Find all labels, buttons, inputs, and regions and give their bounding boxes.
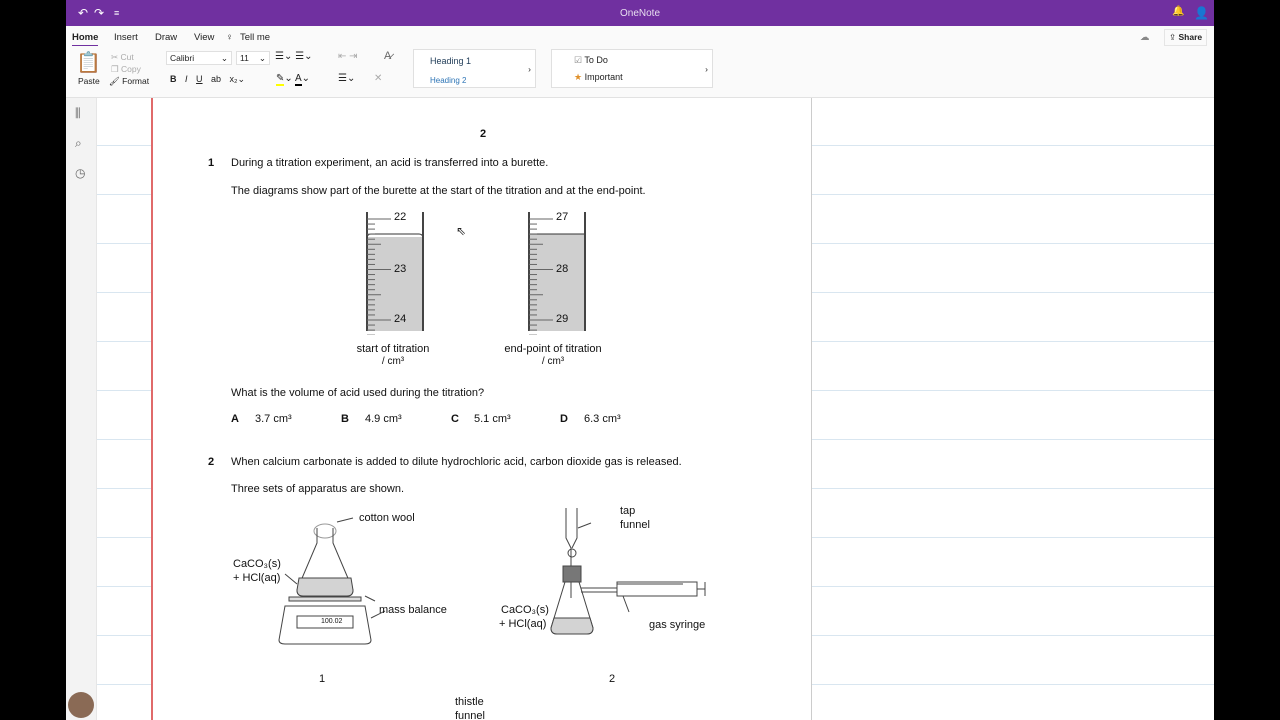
label-cotton-wool: cotton wool <box>359 512 415 524</box>
apparatus-diagrams <box>273 508 743 658</box>
left-nav <box>66 98 97 720</box>
question-text: What is the volume of acid used during the titration? <box>231 387 485 399</box>
cut-button[interactable]: ✂ Cut <box>111 52 134 62</box>
bell-icon[interactable]: 🔔 <box>1172 6 1185 17</box>
question-text: During a titration experiment, an acid is transferred into a burette. <box>231 157 549 169</box>
sync-icon[interactable]: ☁ <box>1140 32 1150 43</box>
question-number: 1 <box>208 157 215 169</box>
paste-icon[interactable]: 📋 <box>76 52 101 74</box>
feedback-icon[interactable]: 👤 <box>1194 6 1209 20</box>
question-text: When calcium carbonate is added to dilute hydrochloric acid, carbon dioxide gas is released. <box>231 456 682 468</box>
style-heading-1[interactable]: Heading 1 <box>430 56 472 66</box>
option-letter: A <box>231 413 239 425</box>
ribbon-tabs <box>66 26 1214 46</box>
label-reagent: + HCl(aq) <box>233 572 281 584</box>
label-mass-balance: mass balance <box>379 604 447 616</box>
tick-label: 22 <box>394 211 407 223</box>
tab-tell-me[interactable]: Tell me <box>240 32 271 43</box>
copy-button[interactable]: ❐ Copy <box>111 64 141 74</box>
chevron-right-icon[interactable]: › <box>705 64 708 74</box>
page-number: 2 <box>480 128 487 140</box>
lightbulb-icon: ♀ <box>226 32 234 43</box>
balance-reading: 100.02 <box>321 618 343 625</box>
tab-home[interactable]: Home <box>72 32 98 47</box>
mouse-cursor-icon: ⇖ <box>456 224 467 238</box>
style-heading-2[interactable]: Heading 2 <box>430 76 467 85</box>
option-value: 4.9 cm³ <box>365 413 402 425</box>
format-buttons[interactable]: B I U ab x₂⌄ <box>170 74 246 84</box>
onenote-window <box>66 0 1214 720</box>
option-value: 6.3 cm³ <box>584 413 621 425</box>
option-letter: C <box>451 413 459 425</box>
option-letter: D <box>560 413 568 425</box>
styles-clear-icon[interactable]: A̷ <box>384 50 392 62</box>
caption: end-point of titration <box>504 343 602 355</box>
indent-icon[interactable]: ⇤ ⇥ <box>338 51 358 62</box>
option-value: 3.7 cm³ <box>255 413 292 425</box>
customize-icon[interactable]: ≡ <box>114 8 120 18</box>
question-number: 2 <box>208 456 215 468</box>
label-gas-syringe: gas syringe <box>649 619 706 631</box>
caption-unit: / cm³ <box>541 356 565 367</box>
tab-view[interactable]: View <box>194 32 215 43</box>
font-name-select[interactable]: Calibri ⌄ <box>166 51 232 65</box>
styles-gallery[interactable] <box>413 49 536 88</box>
font-size-select[interactable]: 11 ⌄ <box>236 51 270 65</box>
question-text: Three sets of apparatus are shown. <box>231 483 405 495</box>
tick-label: 24 <box>394 313 407 325</box>
apparatus-1 <box>279 518 385 644</box>
caption: start of titration <box>356 343 430 355</box>
tab-draw[interactable]: Draw <box>155 32 178 43</box>
share-button[interactable]: ⇪ Share <box>1164 29 1207 46</box>
chevron-right-icon[interactable]: › <box>528 64 531 74</box>
redo-icon[interactable]: ↷ <box>94 6 105 20</box>
page-canvas[interactable] <box>97 98 1214 720</box>
tag-important[interactable]: ★ Important <box>574 72 623 82</box>
label-funnel: funnel <box>455 710 485 720</box>
tick-label: 27 <box>556 211 569 223</box>
notebooks-icon[interactable]: ⫼ <box>75 106 81 120</box>
tags-gallery[interactable] <box>551 49 713 88</box>
apparatus-label: 1 <box>319 673 326 685</box>
ribbon <box>66 46 1214 98</box>
label-reagent: CaCO₃(s) <box>233 558 281 570</box>
question-text: The diagrams show part of the burette at the start of the titration and at the end-point. <box>231 185 646 197</box>
tick-label: 29 <box>556 313 569 325</box>
window-title: OneNote <box>619 8 661 19</box>
bullets-icon[interactable]: ☰⌄ ☰⌄ <box>275 51 313 62</box>
undo-icon[interactable]: ↶ <box>78 6 89 20</box>
label-reagent: CaCO₃(s) <box>501 604 549 616</box>
tick-label: 28 <box>556 263 569 275</box>
label-tap: tap <box>620 505 636 517</box>
tab-insert[interactable]: Insert <box>114 32 138 43</box>
title-bar <box>66 0 1214 26</box>
option-value: 5.1 cm³ <box>474 413 511 425</box>
label-reagent: + HCl(aq) <box>499 618 547 630</box>
embedded-exam-page <box>153 98 812 720</box>
avatar[interactable] <box>68 692 94 718</box>
format-painter-button[interactable]: 🖌 Format <box>109 76 150 86</box>
label-thistle: thistle <box>455 696 484 708</box>
highlight-icon[interactable]: ✎⌄ A⌄ <box>276 73 311 84</box>
apparatus-label: 2 <box>609 673 616 685</box>
tick-label: 23 <box>394 263 407 275</box>
tag-todo[interactable]: ☑ To Do <box>574 55 608 65</box>
caption-unit: / cm³ <box>381 356 405 367</box>
label-funnel: funnel <box>620 519 650 531</box>
delete-icon: ✕ <box>374 73 383 84</box>
search-icon[interactable]: ⌕ <box>75 136 82 150</box>
option-letter: B <box>341 413 349 425</box>
paste-button[interactable]: Paste <box>78 76 100 86</box>
align-icon[interactable]: ☰⌄ <box>338 73 356 84</box>
recent-clock-icon[interactable]: ◷ <box>75 166 86 180</box>
